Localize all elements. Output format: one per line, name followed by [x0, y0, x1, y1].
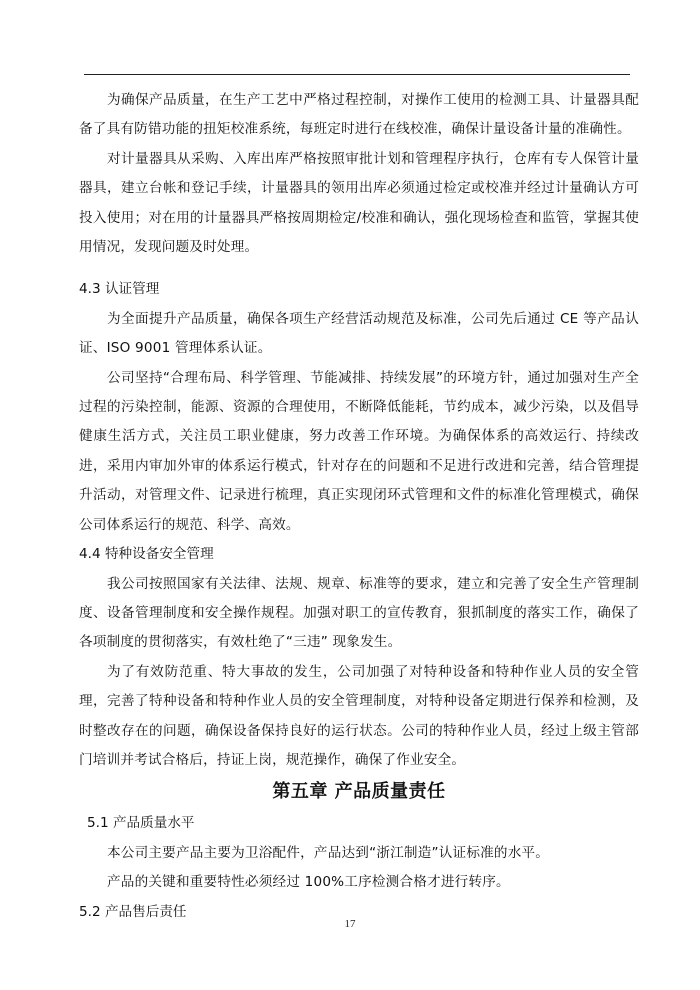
- paragraph-measuring-instruments: 对计量器具从采购、入库出库严格按照审批计划和管理程序执行，仓库有专人保管计量器具，建立台帐和登记手续，计量器具的领用出库必须通过检定或校准并经过计量确认方可投入使用；对在用的计量器具严格按周期检定/校准和确认，强化现场检查和监管，掌握其使用情况，发现问题及时处理。: [79, 150, 639, 256]
- paragraph-key-characteristics: 产品的关键和重要特性必须经过 100%工序检测合格才进行转序。: [107, 874, 510, 891]
- section-heading-5-2: 5.2 产品售后责任: [79, 903, 187, 920]
- paragraph-special-equipment: 为了有效防范重、特大事故的发生，公司加强了对特种设备和特种作业人员的安全管理，完善了特种设备和特种作业人员的安全管理制度，对特种设备定期进行保养和检测，及时整改存在的问题，确保设备保持良好的运行状态。公司的特种作业人员，经过上级主管部门培训并考试合格后，持证上岗，规范操作，确保了作业安全。: [79, 663, 639, 768]
- page-body: [79, 86, 639, 927]
- page-number: 17: [344, 918, 356, 930]
- section-heading-5-1: 5.1 产品质量水平: [87, 815, 195, 832]
- chapter-title: 第五章 产品质量责任: [272, 781, 446, 803]
- paragraph-product-level: 本公司主要产品主要为卫浴配件，产品达到“浙江制造”认证标准的水平。: [107, 844, 550, 861]
- paragraph-certification: 为全面提升产品质量，确保各项生产经营活动规范及标准，公司先后通过 CE 等产品认证、ISO 9001 管理体系认证。: [79, 310, 639, 357]
- paragraph-safety-regulations: 我公司按照国家有关法律、法规、规章、标准等的要求，建立和完善了安全生产管理制度、设备管理制度和安全操作规程。加强对职工的宣传教育，狠抓制度的落实工作，确保了各项制度的贯彻落实，有效杜绝了“三违” 现象发生。: [79, 575, 639, 651]
- paragraph-calibration: 为确保产品质量，在生产工艺中严格过程控制，对操作工使用的检测工具、计量器具配备了具有防错功能的扭矩校准系统，每班定时进行在线校准，确保计量设备计量的准确性。: [79, 92, 639, 138]
- section-heading-4-3: 4.3 认证管理: [79, 281, 160, 298]
- header-rule: [84, 74, 630, 75]
- paragraph-environment-policy: 公司坚持“合理布局、科学管理、节能减排、持续发展”的环境方针，通过加强对生产全过程的污染控制，能源、资源的合理使用，不断降低能耗，节约成本，减少污染，以及倡导健康生活方式，关注员工职业健康，努力改善工作环境。为确保体系的高效运行、持续改进，采用内审加外审的体系运行模式，针对存在的问题和不足进行改进和完善，结合管理提升活动，对管理文件、记录进行梳理，真正实现闭环式管理和文件的标准化管理模式，确保公司体系运行的规范、科学、高效。: [79, 369, 639, 533]
- section-heading-4-4: 4.4 特种设备安全管理: [79, 546, 214, 563]
